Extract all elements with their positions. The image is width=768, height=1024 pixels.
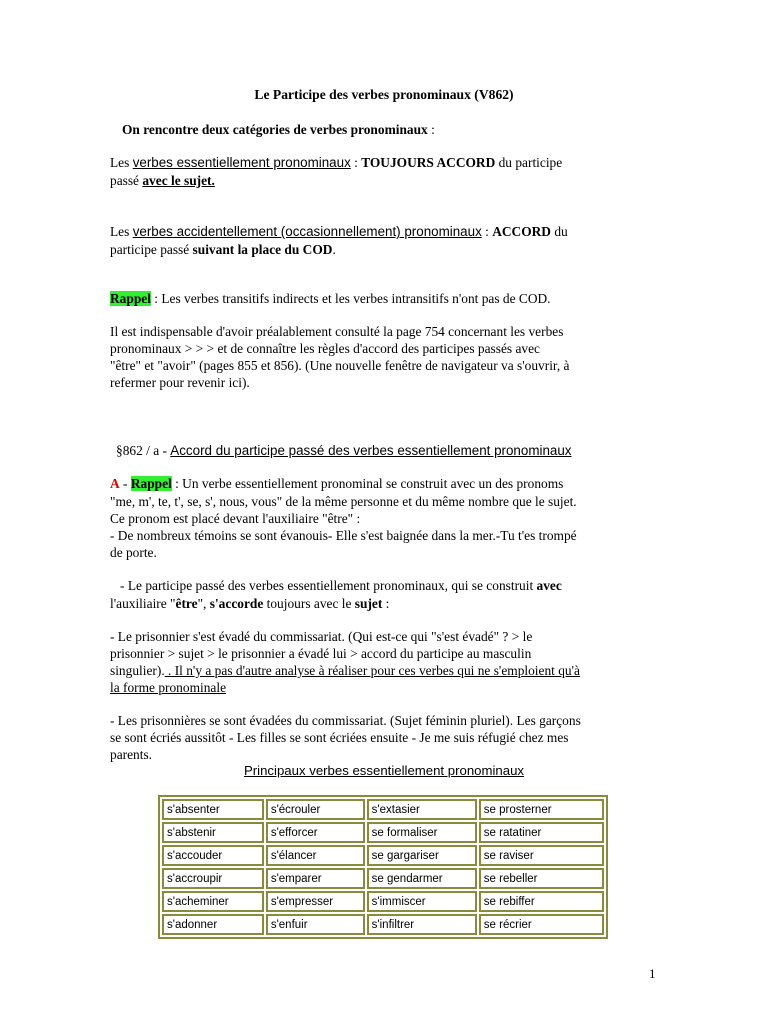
table-cell: se récrier [479, 914, 604, 935]
essentiels-prefix: Les [110, 155, 133, 170]
essentiels-avec-sujet: avec le sujet. [142, 173, 215, 188]
table-title: Principaux verbes essentiellement pronominaux [243, 763, 524, 778]
intro-text: On rencontre deux catégories de verbes pronominaux [122, 122, 428, 137]
rule-l2-c: ", [197, 596, 210, 611]
rule-avec: avec [536, 578, 562, 593]
example2-line-1: - Les prisonnières se sont évadées du commissariat. (Sujet féminin pluriel). Les garçons [110, 713, 581, 728]
example1-line-3 [110, 662, 580, 679]
section-heading [116, 442, 572, 459]
table-row [162, 868, 604, 889]
essentiels-line2-prefix: passé [110, 173, 143, 188]
essentiels-term-link[interactable]: verbes essentiellement pronominaux [132, 155, 351, 170]
example2-line-3: parents. [110, 747, 153, 762]
essentiels-line-1 [110, 154, 562, 171]
rule-sujet: sujet [354, 596, 383, 611]
accidentels-prefix: Les [110, 224, 133, 239]
accidentels-line-1 [110, 223, 568, 240]
rule-text: - Le participe passé des verbes essentiellement pronominaux, qui se construit [110, 578, 537, 593]
table-cell: s'adonner [162, 914, 264, 935]
essentiels-rest: du participe [495, 155, 563, 170]
rappel-text: : Les verbes transitifs indirects et les verbes intransitifs n'ont pas de COD. [150, 291, 551, 306]
table-row [162, 891, 604, 912]
parta-line-3: Ce pronom est placé devant l'auxiliaire "être" : [110, 511, 361, 526]
rule-l2-g: : [382, 596, 390, 611]
example1-line-2: prisonnier > sujet > le prisonnier a évadé lui > accord du participe au masculin [110, 646, 532, 661]
table-row [162, 845, 604, 866]
table-cell: s'écrouler [266, 799, 365, 820]
rule-l2-a: l'auxiliaire " [110, 596, 176, 611]
rule-etre: être [175, 596, 198, 611]
table-cell: s'accouder [162, 845, 264, 866]
table-cell: s'enfuir [266, 914, 365, 935]
rule-line-1 [110, 577, 562, 594]
page-title: Le Participe des verbes pronominaux (V862) [254, 87, 514, 102]
page-number: 1 [649, 966, 656, 981]
table-cell: s'extasier [367, 799, 477, 820]
parta-line-5: de porte. [110, 545, 157, 560]
rule-l2-e: toujours avec le [263, 596, 355, 611]
table-cell: s'infiltrer [367, 914, 477, 935]
table-row [162, 822, 604, 843]
table-cell: se prosterner [479, 799, 604, 820]
table-cell: s'acheminer [162, 891, 264, 912]
example1-line-4 [110, 679, 226, 696]
example1-note: . Il n'y a pas d'autre analyse à réaliser pour ces verbes qui ne s'emploient qu'à [164, 663, 580, 678]
example1-line-1: - Le prisonnier s'est évadé du commissariat. (Qui est-ce qui "s'est évadé" ? > le [110, 629, 533, 644]
table-cell: s'immiscer [367, 891, 477, 912]
verbs-table [158, 795, 608, 939]
example1-forme: la forme pronominale [110, 680, 227, 695]
parta-letter: A [110, 476, 120, 491]
table-cell: se ratatiner [479, 822, 604, 843]
parta-line-1 [110, 475, 563, 492]
table-row [162, 799, 604, 820]
parta-line-2: "me, m', te, t', se, s', nous, vous" de la même personne et du même nombre que le sujet. [110, 494, 577, 509]
table-cell: s'absenter [162, 799, 264, 820]
accidentels-sep: : [481, 224, 493, 239]
info-line-1: Il est indispensable d'avoir préalablement consulté la page 754 concernant les verbes [110, 324, 564, 339]
accidentels-accord: ACCORD [492, 224, 551, 239]
parta-line-4: - De nombreux témoins se sont évanouis- Elle s'est baignée dans la mer.-Tu t'es trompé [110, 528, 577, 543]
accidentels-term-link[interactable]: verbes accidentellement (occasionnellement) pronominaux [132, 224, 482, 239]
parta-line1-text: : Un verbe essentiellement pronominal se construit avec un des pronoms [171, 476, 564, 491]
info-line-3: "être" et "avoir" (pages 855 et 856). (Une nouvelle fenêtre de navigateur va s'ouvrir, à [110, 358, 570, 373]
accidentels-line2-end: . [332, 242, 336, 257]
accidentels-cod: suivant la place du COD [192, 242, 333, 257]
table-cell: s'élancer [266, 845, 365, 866]
parta-rappel-badge: Rappel [130, 476, 172, 491]
section-number: §862 / a - [116, 443, 171, 458]
table-cell: s'emparer [266, 868, 365, 889]
intro-line [122, 121, 435, 138]
table-cell: se rebeller [479, 868, 604, 889]
table-cell: s'efforcer [266, 822, 365, 843]
table-cell: s'empresser [266, 891, 365, 912]
essentiels-line-2 [110, 172, 215, 189]
table-cell: se formaliser [367, 822, 477, 843]
rappel-line [110, 290, 551, 307]
intro-colon: : [427, 122, 435, 137]
essentiels-accord: TOUJOURS ACCORD [361, 155, 496, 170]
parta-dash: - [119, 476, 131, 491]
example1-singulier: singulier). [110, 663, 165, 678]
section-heading-link[interactable]: Accord du participe passé des verbes essentiellement pronominaux [170, 443, 572, 458]
table-cell: se rebiffer [479, 891, 604, 912]
table-cell: se gargariser [367, 845, 477, 866]
rule-line-2 [110, 595, 389, 612]
table-row [162, 914, 604, 935]
info-line-2: pronominaux > > > et de connaître les règles d'accord des participes passés avec [110, 341, 540, 356]
table-cell: se gendarmer [367, 868, 477, 889]
info-line-4: refermer pour revenir ici). [110, 375, 250, 390]
essentiels-sep: : [350, 155, 362, 170]
accidentels-line2-prefix: participe passé [110, 242, 193, 257]
accidentels-rest: du [550, 224, 568, 239]
rule-accorde: s'accorde [209, 596, 264, 611]
accidentels-line-2 [110, 241, 336, 258]
table-cell: s'abstenir [162, 822, 264, 843]
example2-line-2: se sont écriés aussitôt - Les filles se sont écriées ensuite - Je me suis réfugié chez mes [110, 730, 569, 745]
table-cell: se raviser [479, 845, 604, 866]
table-cell: s'accroupir [162, 868, 264, 889]
rappel-badge: Rappel [110, 291, 151, 306]
